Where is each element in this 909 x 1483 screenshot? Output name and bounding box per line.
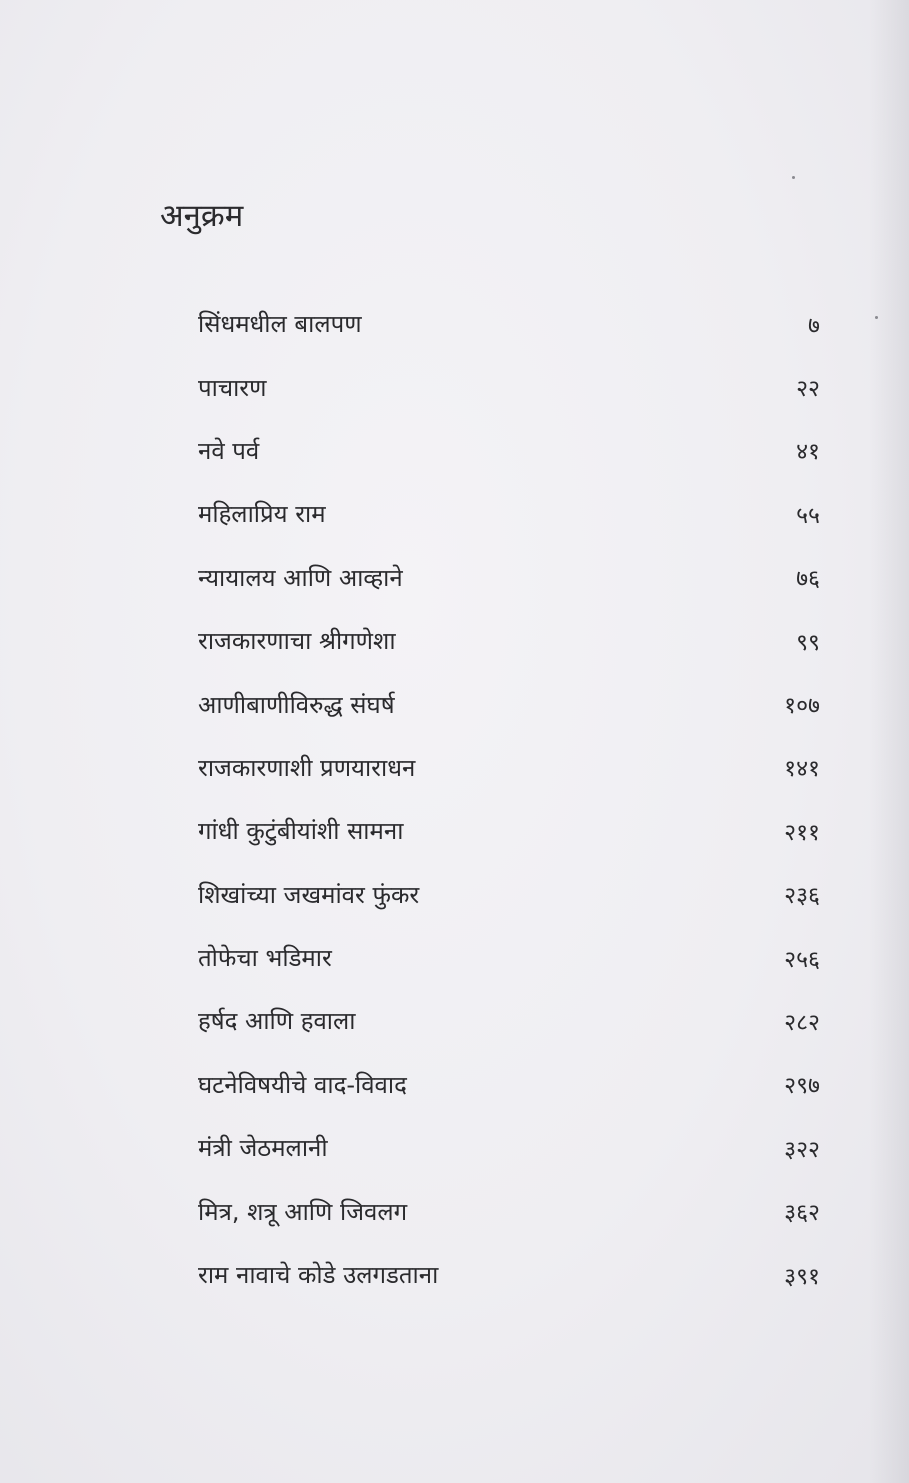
toc-entry-title: राजकारणाशी प्रणयाराधन — [198, 753, 416, 782]
toc-entry-title: पाचारण — [198, 373, 267, 402]
toc-entry-page: २९७ — [784, 1073, 820, 1100]
toc-entry — [198, 1243, 820, 1306]
toc-entry-title: मित्र, शत्रू आणि जिवलग — [198, 1197, 408, 1226]
toc-entry-page: ९९ — [796, 629, 820, 656]
toc-entry-title: तोफेचा भडिमार — [198, 944, 332, 973]
page-title: अनुक्रम — [160, 198, 244, 234]
toc-entry-title: आणीबाणीविरुद्ध संघर्ष — [198, 690, 395, 719]
toc-entry-page: ५५ — [796, 502, 820, 529]
toc-entry-title: हर्षद आणि हवाला — [198, 1007, 356, 1036]
toc-entry — [198, 799, 820, 862]
toc-entry-title: गांधी कुटुंबीयांशी सामना — [198, 817, 404, 846]
toc-entry-page: ३६२ — [784, 1200, 820, 1227]
toc-entry — [198, 926, 820, 989]
toc-entry — [198, 609, 820, 672]
paper-speck — [792, 176, 795, 179]
toc-entry-title: महिलाप्रिय राम — [198, 500, 326, 529]
toc-entry-page: २२ — [796, 376, 820, 403]
page-edge-shadow — [869, 0, 909, 1483]
toc-entry-page: ७६ — [796, 566, 820, 593]
toc-entry-title: सिंधमधील बालपण — [198, 310, 362, 339]
toc-entry-page: २८२ — [784, 1009, 820, 1036]
toc-entry-page: २५६ — [784, 946, 820, 973]
toc-entry-page: ३२२ — [784, 1136, 820, 1163]
toc-entry — [198, 736, 820, 799]
toc-entry-page: ३९१ — [784, 1263, 820, 1290]
toc-entry-title: राम नावाचे कोडे उलगडताना — [198, 1261, 439, 1290]
toc-entry-title: शिखांच्या जखमांवर फुंकर — [198, 880, 420, 909]
toc-entry — [198, 355, 820, 418]
toc-entry — [198, 546, 820, 609]
toc-entry-page: १४१ — [784, 756, 820, 783]
toc-entry — [198, 482, 820, 545]
toc-entry-page: २३६ — [784, 883, 820, 910]
toc-entry — [198, 989, 820, 1052]
toc-entry — [198, 292, 820, 355]
toc-entry — [198, 1053, 820, 1116]
table-of-contents — [198, 292, 820, 1306]
toc-entry-title: राजकारणाचा श्रीगणेशा — [198, 627, 396, 656]
toc-entry — [198, 863, 820, 926]
toc-entry — [198, 1179, 820, 1242]
toc-entry-page: ४१ — [796, 439, 820, 466]
toc-entry — [198, 672, 820, 735]
toc-entry-title: नवे पर्व — [198, 436, 260, 465]
toc-entry-title: मंत्री जेठमलानी — [198, 1134, 328, 1163]
toc-entry-page: ७ — [808, 312, 820, 339]
toc-entry — [198, 419, 820, 482]
toc-entry-title: न्यायालय आणि आव्हाने — [198, 563, 403, 592]
toc-entry-page: १०७ — [784, 693, 820, 720]
toc-entry-page: २११ — [784, 819, 820, 846]
toc-entry-title: घटनेविषयीचे वाद-विवाद — [198, 1070, 407, 1099]
toc-entry — [198, 1116, 820, 1179]
paper-speck — [875, 316, 878, 319]
